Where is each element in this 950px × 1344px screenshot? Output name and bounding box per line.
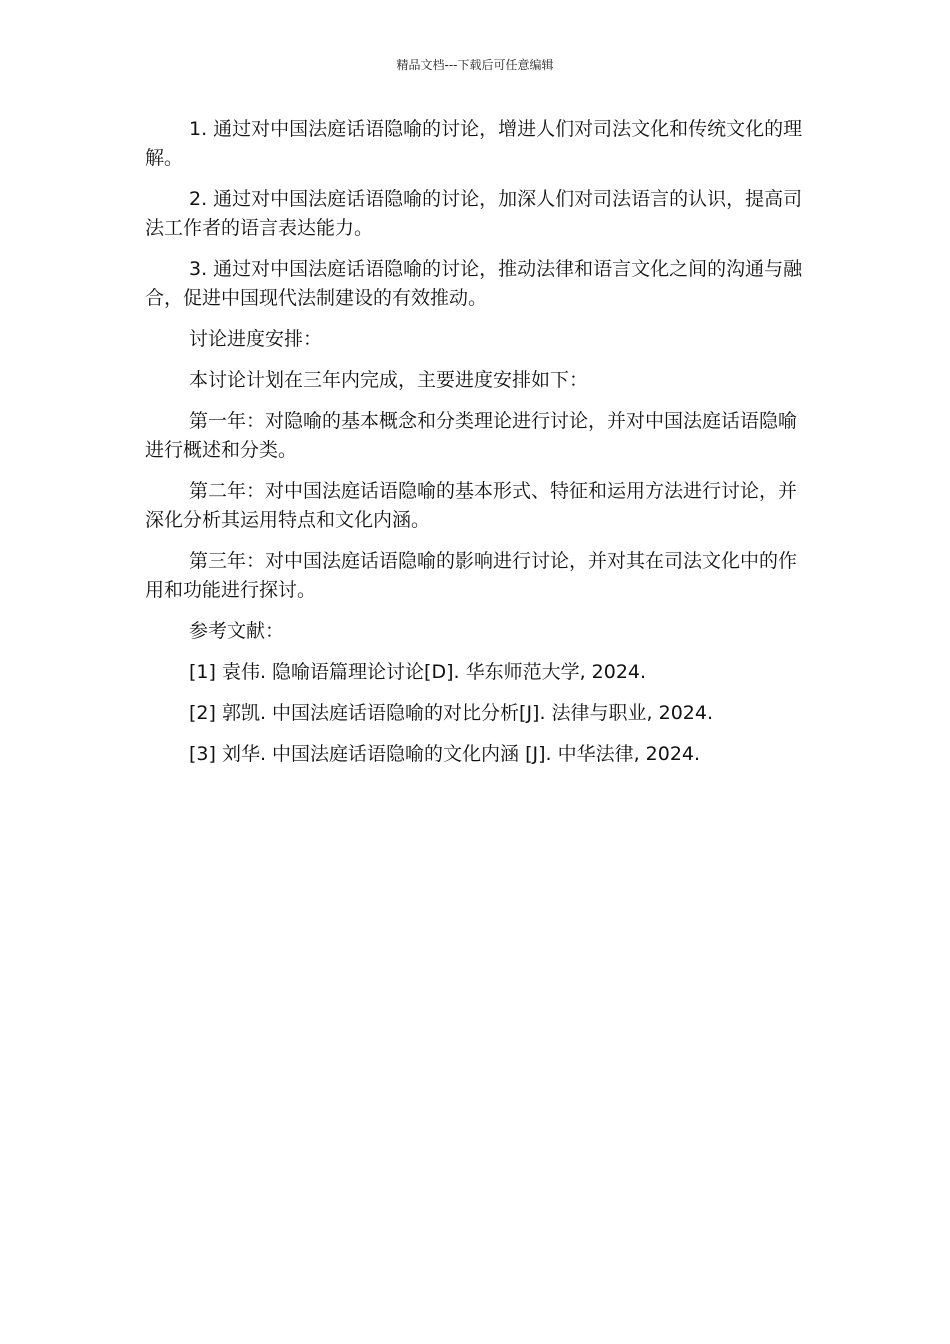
reference-item: [2] 郭凯. 中国法庭话语隐喻的对比分析[J]. 法律与职业, 2024.	[189, 702, 714, 724]
references-heading: 参考文献：	[189, 620, 285, 642]
schedule-intro: 本讨论计划在三年内完成，主要进度安排如下：	[189, 369, 589, 391]
objective-1: 1. 通过对中国法庭话语隐喻的讨论，增进人们对司法文化和传统文化的理解。	[145, 118, 803, 169]
page-header: 精品文档---下载后可任意编辑	[396, 58, 554, 72]
reference-item: [3] 刘华. 中国法庭话语隐喻的文化内涵 [J]. 中华法律, 2024.	[189, 743, 701, 765]
schedule-heading: 讨论进度安排：	[189, 328, 323, 350]
schedule-year-3: 第三年：对中国法庭话语隐喻的影响进行讨论，并对其在司法文化中的作用和功能进行探讨。	[145, 550, 798, 601]
objective-3: 3. 通过对中国法庭话语隐喻的讨论，推动法律和语言文化之间的沟通与融合，促进中国现代法制建设的有效推动。	[145, 258, 803, 309]
document-body	[145, 115, 805, 781]
schedule-year-2: 第二年：对中国法庭话语隐喻的基本形式、特征和运用方法进行讨论，并深化分析其运用特点和文化内涵。	[145, 480, 798, 531]
schedule-year-1: 第一年：对隐喻的基本概念和分类理论进行讨论，并对中国法庭话语隐喻进行概述和分类。	[145, 410, 798, 461]
objective-2: 2. 通过对中国法庭话语隐喻的讨论，加深人们对司法语言的认识，提高司法工作者的语言表达能力。	[145, 188, 803, 239]
reference-item: [1] 袁伟. 隐喻语篇理论讨论[D]. 华东师范大学, 2024.	[189, 661, 647, 683]
